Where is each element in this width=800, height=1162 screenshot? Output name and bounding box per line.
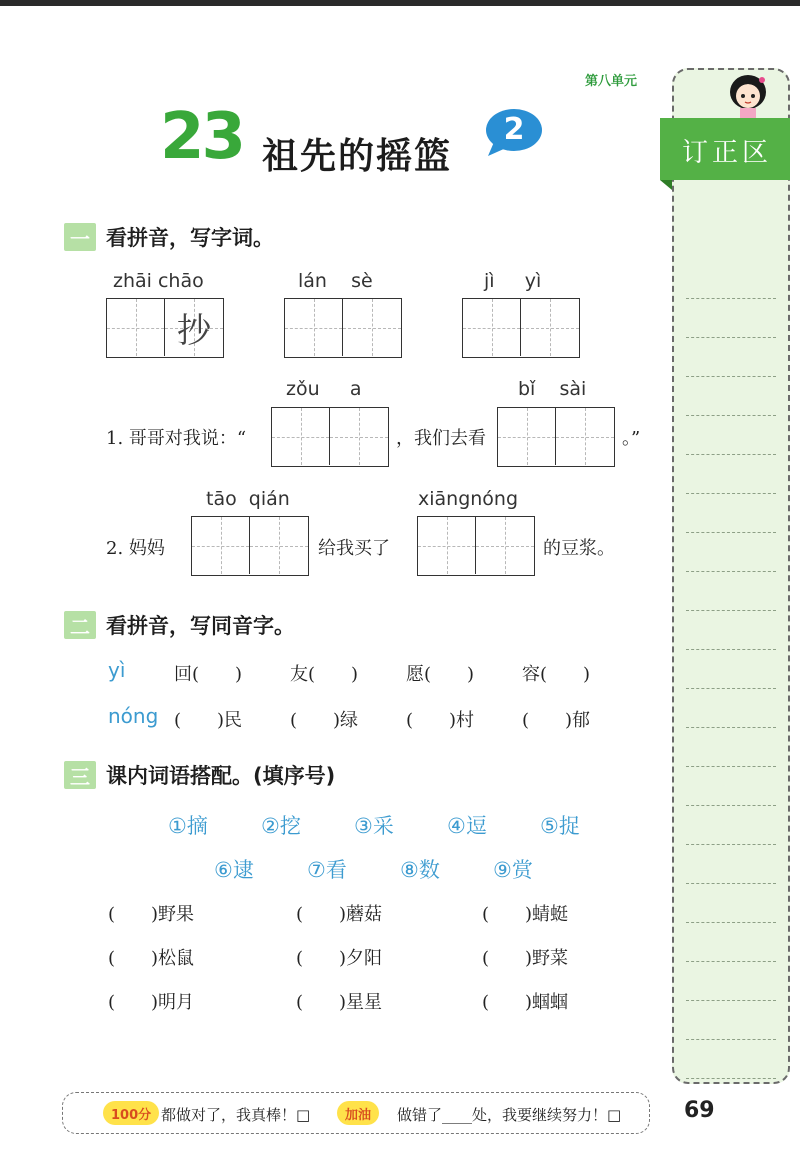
lesson-title: 祖先的摇篮 xyxy=(262,136,453,177)
sentence-1-part-2: ，我们去看 xyxy=(396,428,486,449)
lesson-number: 23 xyxy=(160,100,244,174)
sentence-2-part-1: 2. 妈妈 xyxy=(106,538,165,559)
section-3-mark: 三 xyxy=(64,761,96,789)
correction-lines xyxy=(686,260,776,1079)
cartoon-girl-icon xyxy=(726,72,770,118)
sentence-1-pinyin-1: zǒu a xyxy=(286,378,362,400)
mistakes-checkbox-label[interactable]: 做错了____处，我要继续努力！□ xyxy=(397,1106,622,1124)
option-word: ②挖 xyxy=(261,814,301,838)
match-item[interactable]: ( )明月 xyxy=(108,992,195,1013)
char-box[interactable] xyxy=(521,299,579,356)
char-box[interactable] xyxy=(556,408,614,465)
sentence-1-boxes-1[interactable] xyxy=(271,407,389,467)
section-1-header xyxy=(64,222,274,252)
handwritten-char: 抄 xyxy=(177,311,211,351)
char-box[interactable] xyxy=(250,517,308,574)
char-box[interactable] xyxy=(107,299,165,356)
unit-label: 第八单元 xyxy=(585,74,638,89)
page-number: 69 xyxy=(684,1098,715,1123)
match-item[interactable]: ( )蘑菇 xyxy=(296,904,383,925)
keep-going-badge: 加油 xyxy=(337,1101,379,1125)
char-box[interactable] xyxy=(330,408,388,465)
option-word: ④逗 xyxy=(447,814,487,838)
top-edge xyxy=(0,0,800,6)
all-correct-checkbox-label[interactable]: 都做对了，我真棒！□ xyxy=(161,1106,311,1124)
section-1-mark: 一 xyxy=(64,223,96,251)
option-word: ①摘 xyxy=(168,814,208,838)
section-2-title: 看拼音，写同音字。 xyxy=(106,614,295,638)
char-box[interactable] xyxy=(476,517,534,574)
option-word: ⑦看 xyxy=(307,858,347,882)
word-2-boxes[interactable] xyxy=(284,298,402,358)
char-box[interactable] xyxy=(165,299,223,356)
section-2-header xyxy=(64,610,295,640)
char-box[interactable] xyxy=(418,517,476,574)
sentence-2-pinyin-2: xiāngnóng xyxy=(418,488,519,510)
homophone-item[interactable]: ( )绿 xyxy=(290,710,359,731)
self-check-footer xyxy=(62,1092,650,1134)
homophone-item[interactable]: 容( ) xyxy=(522,664,591,685)
homophone-item[interactable]: ( )郁 xyxy=(522,710,591,731)
char-box[interactable] xyxy=(343,299,401,356)
char-box[interactable] xyxy=(272,408,330,465)
char-box[interactable] xyxy=(192,517,250,574)
sentence-1-part-1: 1. 哥哥对我说：“ xyxy=(106,428,247,449)
char-box[interactable] xyxy=(463,299,521,356)
section-3-title: 课内词语搭配。(填序号) xyxy=(106,764,336,788)
char-box[interactable] xyxy=(498,408,556,465)
word-1-pinyin: zhāi chāo xyxy=(113,270,204,292)
section-2-mark: 二 xyxy=(64,611,96,639)
word-2-pinyin: lán sè xyxy=(298,270,373,292)
homophone-row-2-pinyin: nóng xyxy=(108,704,159,728)
match-item[interactable]: ( )夕阳 xyxy=(296,948,383,969)
correction-area-title: 订正区 xyxy=(660,118,790,180)
homophone-item[interactable]: ( )民 xyxy=(174,710,243,731)
option-word: ③采 xyxy=(354,814,394,838)
word-3-pinyin: jì yì xyxy=(484,270,542,292)
option-word: ⑥逮 xyxy=(214,858,254,882)
homophone-item[interactable]: 回( ) xyxy=(174,664,243,685)
section-3-header xyxy=(64,760,335,790)
sentence-2-pinyin-1: tāo qián xyxy=(206,488,290,510)
match-item[interactable]: ( )蝈蝈 xyxy=(482,992,569,1013)
match-item[interactable]: ( )蜻蜓 xyxy=(482,904,569,925)
homophone-item[interactable]: ( )村 xyxy=(406,710,475,731)
homophone-item[interactable]: 友( ) xyxy=(290,664,359,685)
sentence-1-pinyin-2: bǐ sài xyxy=(518,378,587,400)
sentence-2-boxes-1[interactable] xyxy=(191,516,309,576)
match-item[interactable]: ( )星星 xyxy=(296,992,383,1013)
sentence-1-part-3: 。” xyxy=(622,428,641,449)
sentence-2-boxes-2[interactable] xyxy=(417,516,535,576)
sentence-2-part-3: 的豆浆。 xyxy=(543,538,615,559)
option-word: ⑧数 xyxy=(400,858,440,882)
char-box[interactable] xyxy=(285,299,343,356)
word-3-boxes[interactable] xyxy=(462,298,580,358)
word-1-boxes[interactable] xyxy=(106,298,224,358)
lesson-part-badge xyxy=(484,108,544,158)
option-word: ⑤捉 xyxy=(540,814,580,838)
sentence-1-boxes-2[interactable] xyxy=(497,407,615,467)
section-1-title: 看拼音，写字词。 xyxy=(106,226,274,250)
match-item[interactable]: ( )野菜 xyxy=(482,948,569,969)
full-score-badge: 100分 xyxy=(103,1101,159,1125)
match-item[interactable]: ( )松鼠 xyxy=(108,948,195,969)
lesson-part-number: 2 xyxy=(503,112,525,147)
sentence-2-part-2: 给我买了 xyxy=(318,538,390,559)
option-word: ⑨赏 xyxy=(493,858,533,882)
correction-area xyxy=(672,68,790,1084)
homophone-row-1-pinyin: yì xyxy=(108,658,126,682)
homophone-item[interactable]: 愿( ) xyxy=(406,664,475,685)
match-item[interactable]: ( )野果 xyxy=(108,904,195,925)
